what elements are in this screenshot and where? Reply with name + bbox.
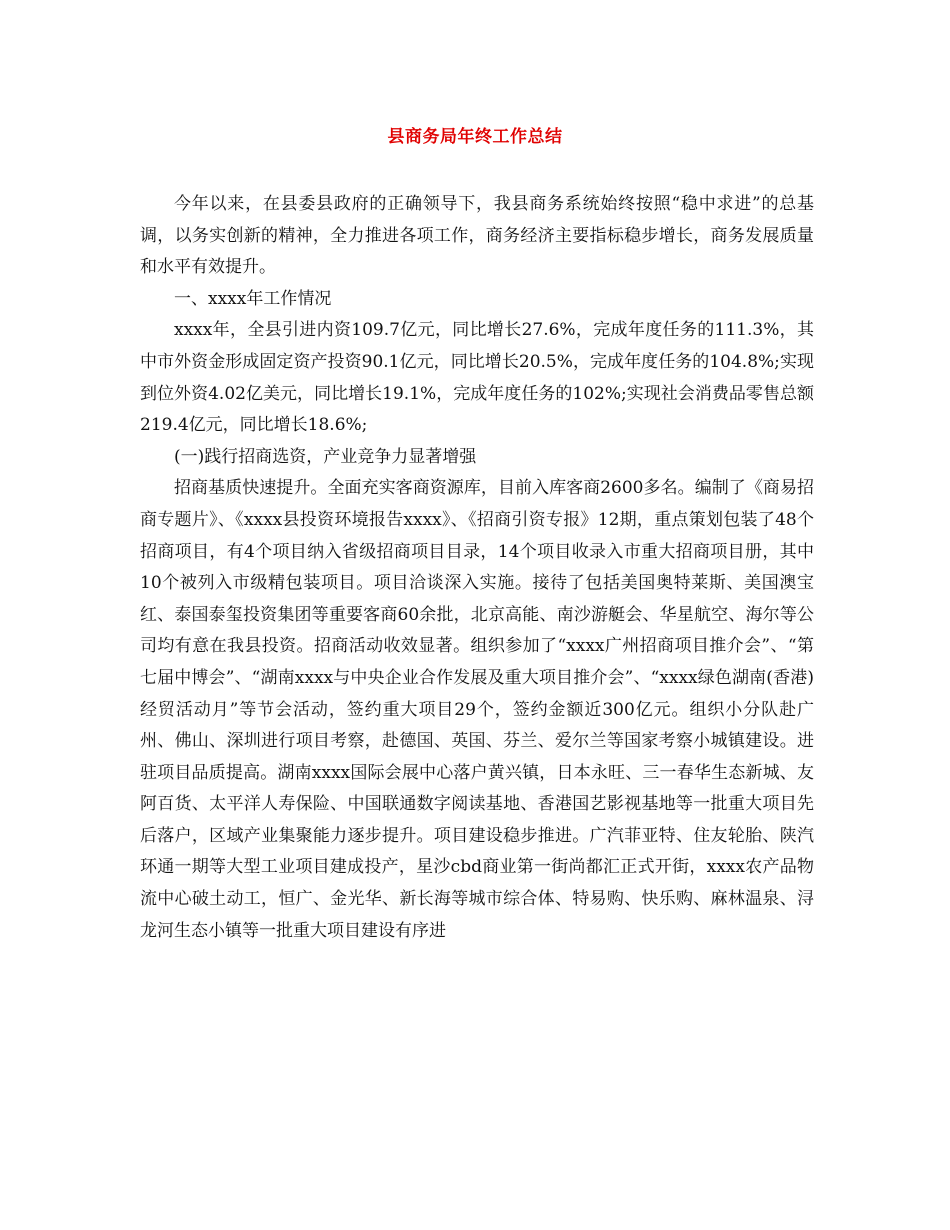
- section-heading-1: 一、xxxx年工作情况: [174, 288, 332, 309]
- paragraph-intro: 今年以来，在县委县政府的正确领导下，我县商务系统始终按照“稳中求进”的总基调，以务实创新的精神，全力推进各项工作，商务经济主要指标稳步增长，商务发展质量和水平有效提升。: [140, 194, 814, 278]
- document-body: [140, 189, 814, 947]
- paragraph-investment: 招商基质快速提升。全面充实客商资源库，目前入库客商2600多名。编制了《商易招商专题片》、《xxxx县投资环境报告xxxx》、《招商引资专报》12期，重点策划包装了48个招商项目，有4个项目纳入省级招商项目目录，14个项目收录入市重大招商项目册，其中10个被列入市级精包装项目。项目洽谈深入实施。接待了包括美国奥特莱斯、美国澳宝红、泰国泰玺投资集团等重要客商60余批，北京高能、南沙游艇会、华星航空、海尔等公司均有意在我县投资。招商活动收效显著。组织参加了“xxxx广州招商项目推介会”、“第七届中博会”、“湖南xxxx与中央企业合作发展及重大项目推介会”、“xxxx绿色湖南(香港)经贸活动月”等节会活动，签约重大项目29个，签约金额近300亿元。组织小分队赴广州、佛山、深圳进行项目考察，赴德国、英国、芬兰、爱尔兰等国家考察小城镇建设。进驻项目品质提高。湖南xxxx国际会展中心落户黄兴镇，日本永旺、三一春华生态新城、友阿百货、太平洋人寿保险、中国联通数字阅读基地、香港国艺影视基地等一批重大项目先后落户，区域产业集聚能力逐步提升。项目建设稳步推进。广汽菲亚特、住友轮胎、陕汽环通一期等大型工业项目建成投产，星沙cbd商业第一街尚都汇正式开街，xxxx农产品物流中心破土动工，恒广、金光华、新长海等城市综合体、特易购、快乐购、麻林温泉、浔龙河生态小镇等一批重大项目建设有序进: [140, 478, 814, 941]
- paragraph-statistics: xxxx年，全县引进内资109.7亿元，同比增长27.6%，完成年度任务的111.3%，其中市外资金形成固定资产投资90.1亿元，同比增长20.5%，完成年度任务的104.8%;实现到位外资4.02亿美元，同比增长19.1%，完成年度任务的102%;实现社会消费品零售总额219.4亿元，同比增长18.6%;: [140, 320, 814, 436]
- subsection-heading-1: (一)践行招商选资，产业竞争力显著增强: [174, 446, 477, 467]
- document-title: 县商务局年终工作总结: [387, 127, 563, 147]
